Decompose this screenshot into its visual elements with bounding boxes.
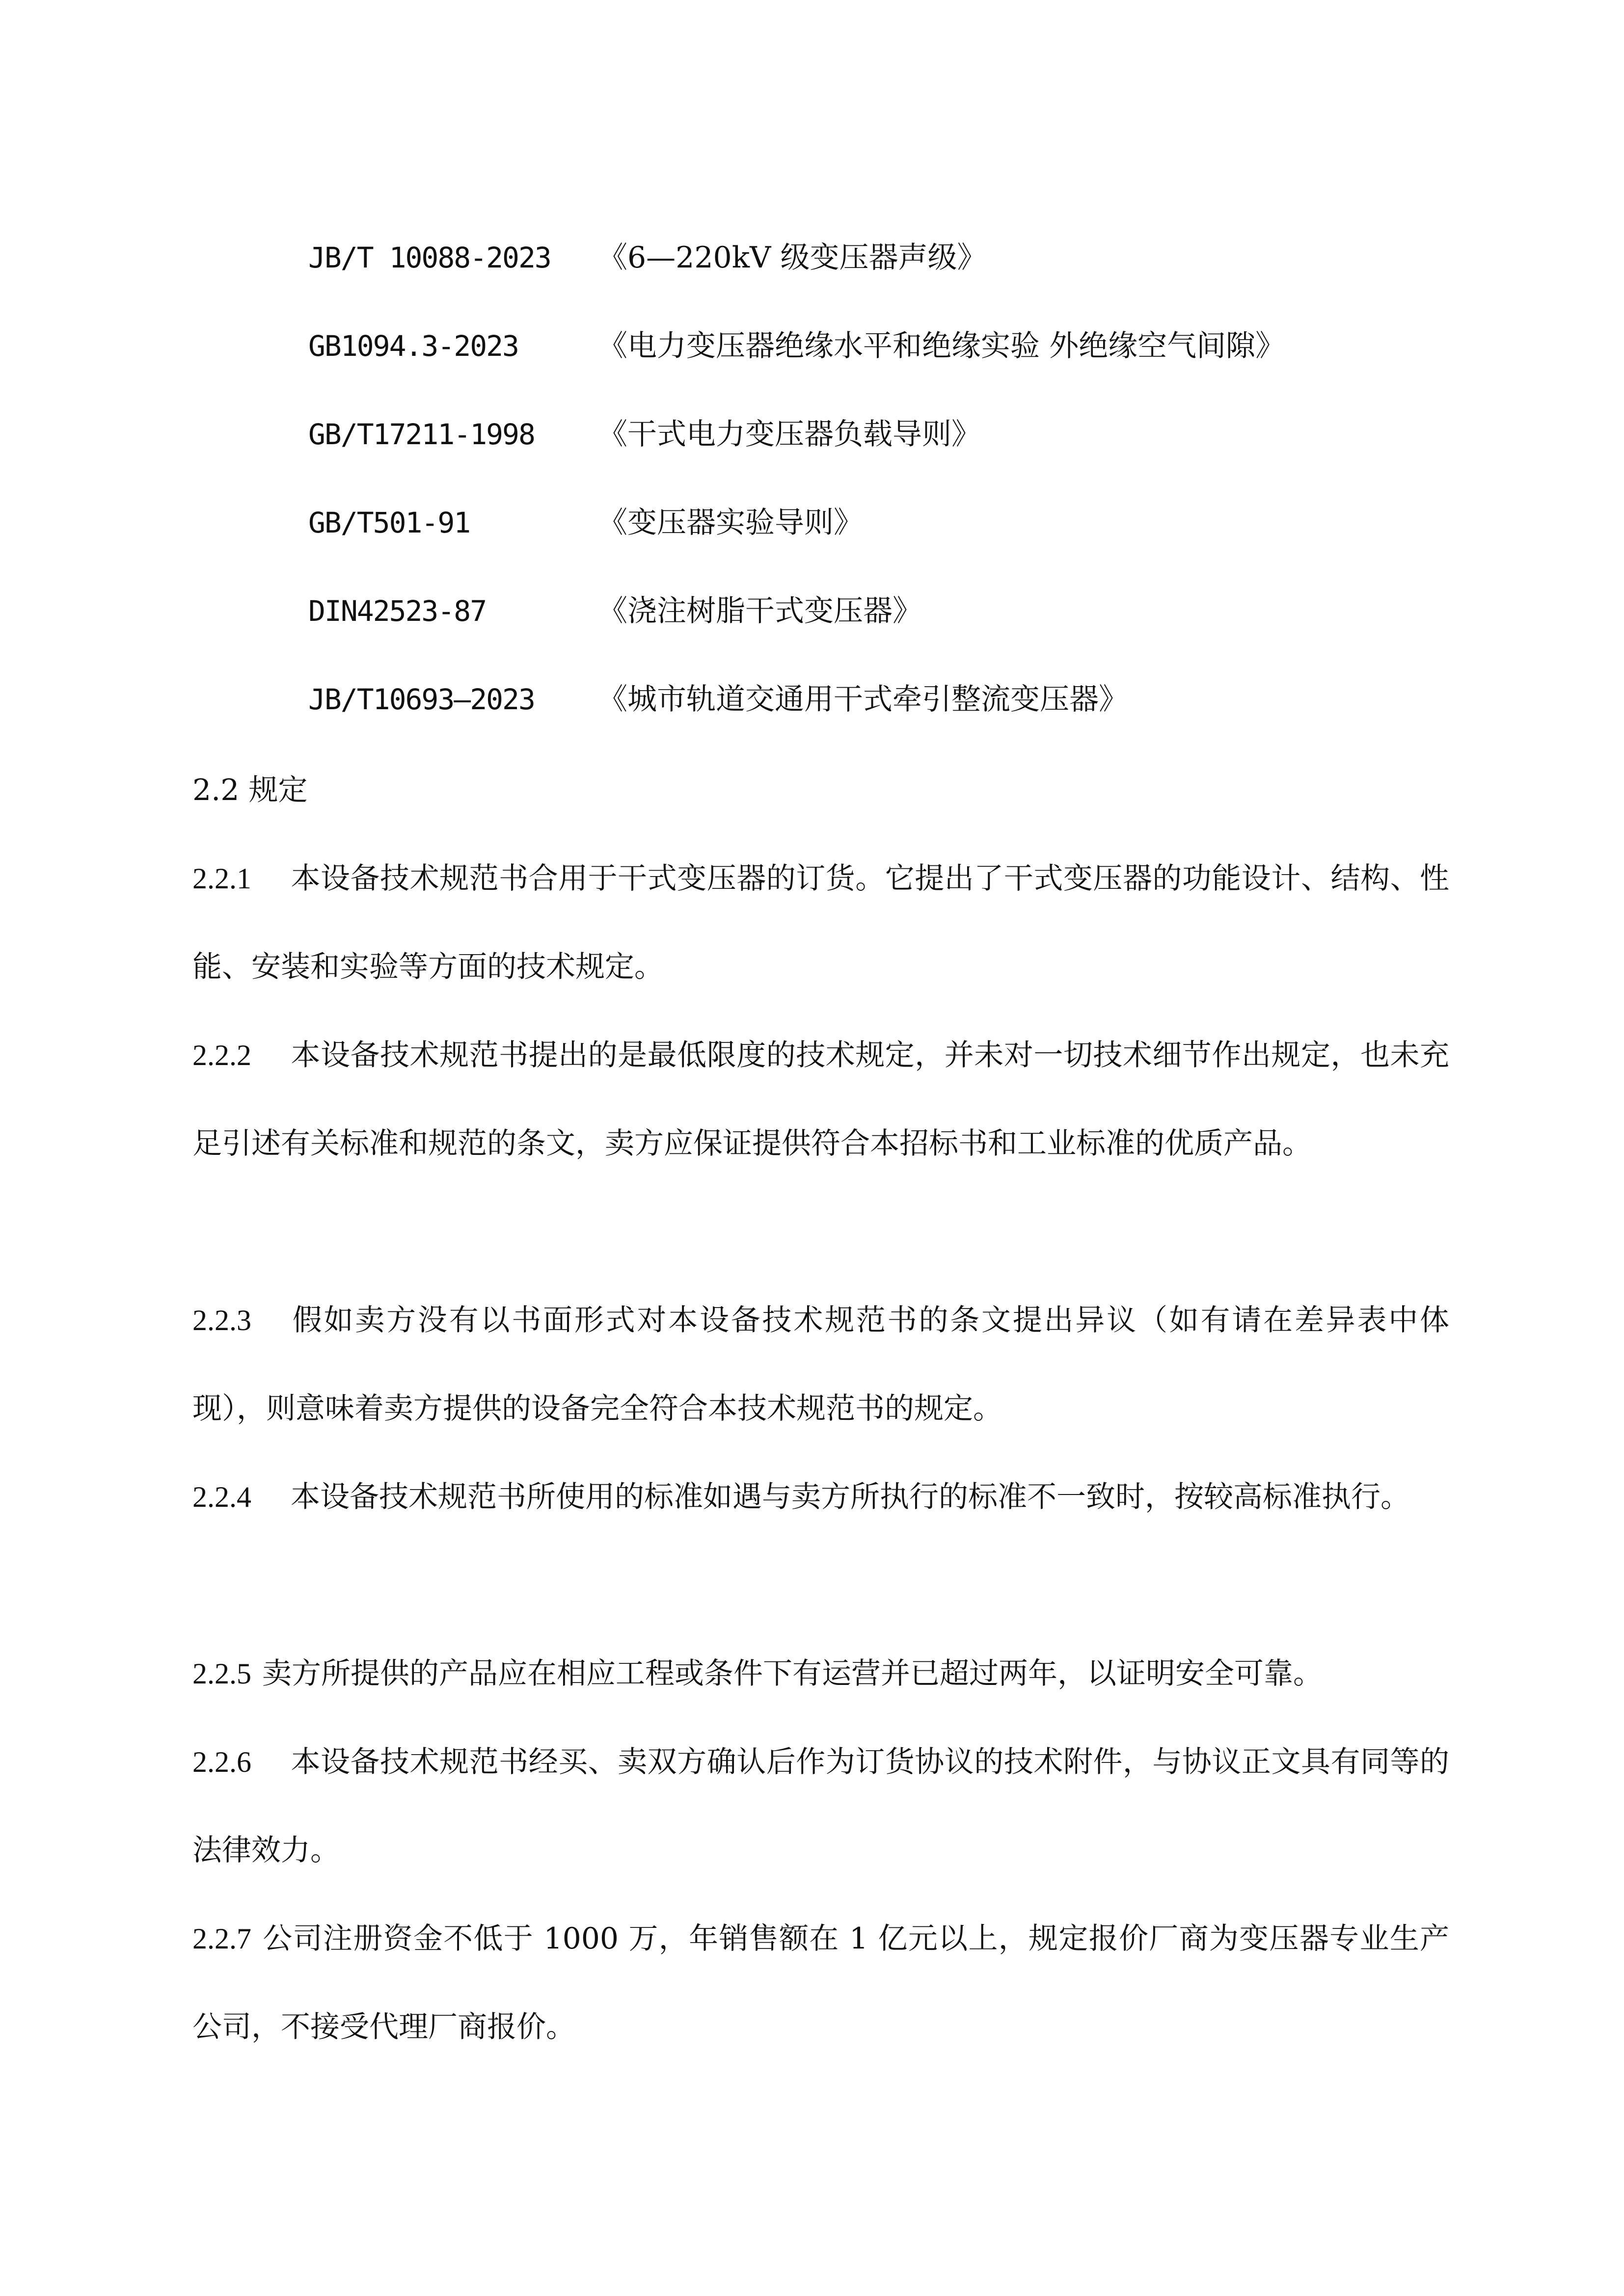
standard-code: DIN42523-87	[308, 594, 487, 628]
clause-paragraph	[192, 1895, 1449, 2071]
standard-code: JB/T 10088-2023	[308, 241, 551, 274]
standard-title: 《6—220kV 级变压器声级》	[598, 240, 987, 275]
clause-number: 2.2.2	[192, 1039, 251, 1071]
clause-number: 2.2.1	[192, 862, 251, 895]
clause-text: 本设备技术规范书经买、卖双方确认后作为订货协议的技术附件，与协议正文具有同等的法律效力。	[192, 1745, 1449, 1868]
standard-code: GB/T17211-1998	[308, 418, 535, 451]
standard-title: 《电力变压器绝缘水平和绝缘实验 外绝缘空气间隙》	[598, 329, 1285, 363]
standard-code: JB/T10693—2023	[308, 683, 535, 716]
clause-paragraph	[192, 1453, 1449, 1541]
standard-row	[308, 501, 1487, 545]
clause-text: 公司注册资金不低于 1000 万，年销售额在 1 亿元以上，规定报价厂商为变压器专业生产公司，不接受代理厂商报价。	[192, 1922, 1449, 2044]
standard-row	[308, 677, 1487, 721]
clause-number: 2.2.6	[192, 1746, 251, 1778]
standard-title: 《干式电力变压器负载导则》	[598, 417, 981, 452]
standard-title: 《变压器实验导则》	[598, 506, 863, 540]
clause-number: 2.2.5	[192, 1657, 251, 1690]
clause-paragraph	[192, 1276, 1449, 1453]
section-heading: 2.2 规定	[192, 773, 308, 807]
clause-paragraph	[192, 834, 1449, 1011]
clause-text: 假如卖方没有以书面形式对本设备技术规范书的条文提出异议（如有请在差异表中体现），则意味着卖方提供的设备完全符合本技术规范书的规定。	[192, 1303, 1449, 1426]
standard-title: 《城市轨道交通用干式牵引整流变压器》	[598, 682, 1128, 717]
clause-paragraph	[192, 1718, 1449, 1895]
standard-row	[308, 412, 1487, 456]
clause-text: 本设备技术规范书合用于干式变压器的订货。它提出了干式变压器的功能设计、结构、性能、安装和实验等方面的技术规定。	[192, 861, 1449, 984]
clause-text: 本设备技术规范书提出的是最低限度的技术规定，并未对一切技术细节作出规定，也未充足引述有关标准和规范的条文，卖方应保证提供符合本招标书和工业标准的优质产品。	[192, 1038, 1449, 1161]
standard-code: GB/T501-91	[308, 506, 470, 539]
clause-paragraph	[192, 1011, 1449, 1188]
clause-number: 2.2.3	[192, 1304, 251, 1336]
clause-text: 本设备技术规范书所使用的标准如遇与卖方所执行的标准不一致时，按较高标准执行。	[291, 1480, 1410, 1514]
standard-row	[308, 589, 1487, 633]
standard-title: 《浇注树脂干式变压器》	[598, 594, 922, 628]
clause-number: 2.2.7	[192, 1922, 251, 1955]
standard-row	[308, 236, 1487, 280]
clause-number: 2.2.4	[192, 1481, 251, 1513]
standard-code: GB1094.3-2023	[308, 329, 518, 363]
standard-row	[308, 324, 1487, 368]
clause-text: 卖方所提供的产品应在相应工程或条件下有运营并已超过两年，以证明安全可靠。	[262, 1656, 1323, 1691]
clause-paragraph	[192, 1629, 1449, 1718]
